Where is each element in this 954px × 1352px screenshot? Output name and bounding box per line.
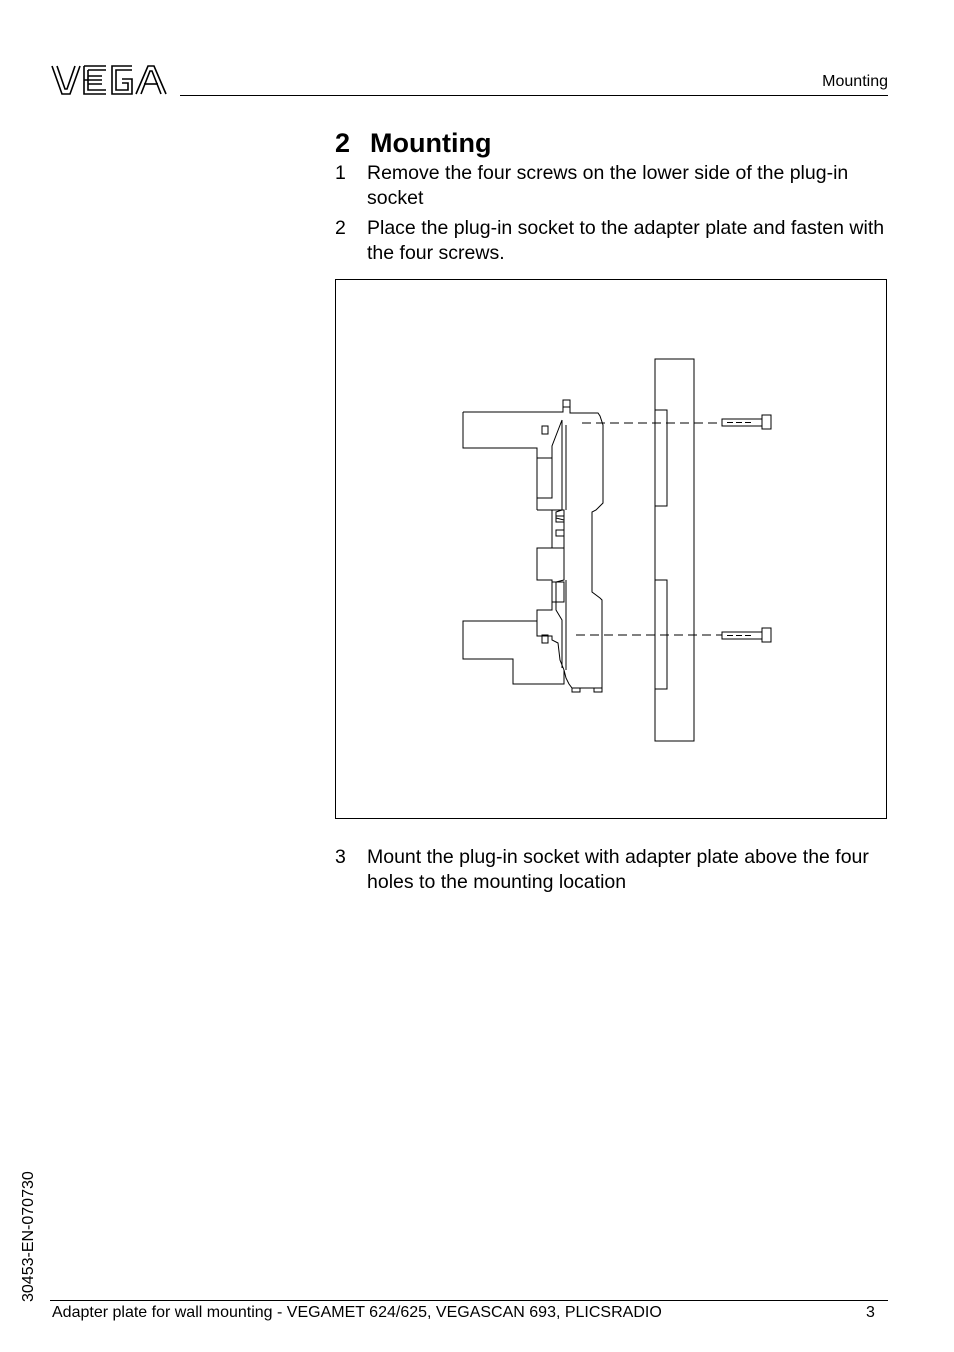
page-number: 3 [866,1304,875,1321]
running-header: Mounting [822,73,888,90]
mounting-diagram-icon [336,280,888,820]
footer-rule [50,1300,888,1301]
section-title [335,128,491,159]
step-number: 1 [335,162,346,184]
step-3 [335,845,891,895]
step-1 [335,161,891,211]
step-text: Place the plug-in socket to the adapter plate and fasten with the four screws. [367,217,885,264]
mounting-figure [335,279,887,819]
step-text: Mount the plug-in socket with adapter plate above the four holes to the mounting location [367,846,869,893]
step-number: 2 [335,217,346,239]
plug-in-socket [463,412,562,470]
document-id: 30453-EN-070730 [20,1171,37,1302]
section-number: 2 [335,128,351,158]
footer-title: Adapter plate for wall mounting - VEGAMET 624/625, VEGASCAN 693, PLICSRADIO [52,1304,662,1321]
step-text: Remove the four screws on the lower side of the plug-in socket [367,162,849,209]
step-number: 3 [335,846,346,868]
section-title-text: Mounting [370,128,492,158]
screw-bottom [722,628,771,642]
adapter-plate [655,359,694,741]
step-2 [335,216,891,266]
header-rule [180,95,888,96]
screw-top [722,415,771,429]
vega-logo [50,62,168,98]
plate-slot-top [655,410,667,506]
